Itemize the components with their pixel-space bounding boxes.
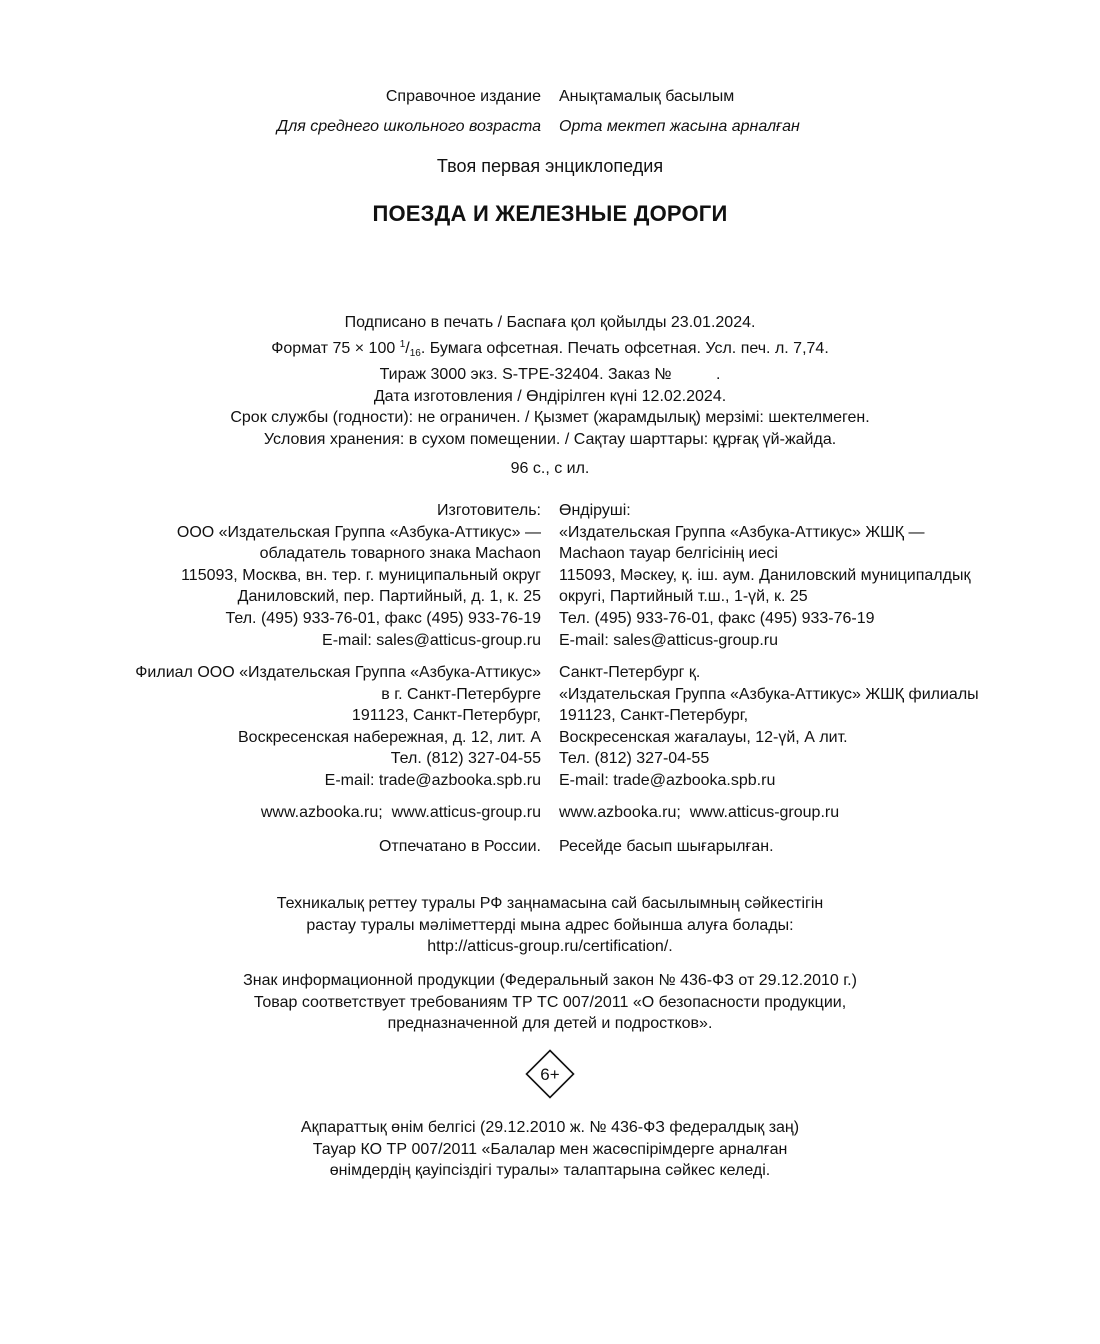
- edition-type-kz: Анықтамалық басылым: [559, 88, 735, 105]
- websites-kz: www.azbooka.ru; www.atticus-group.ru: [559, 804, 840, 821]
- info-sign-kz-line: Ақпараттық өнім белгісі (29.12.2010 ж. № 436-ФЗ федералдық заң): [300, 1119, 800, 1136]
- certification-kz-line: Техникалық реттеу туралы РФ заңнамасына сай басылымның сәйкестігін: [276, 895, 824, 912]
- manufacturer-ru: [177, 500, 541, 651]
- websites-ru: www.azbooka.ru; www.atticus-group.ru: [260, 804, 541, 821]
- certification-kz-line: растау туралы мәліметтерді мына адрес бойынша алуға болады:: [306, 916, 794, 934]
- audience-ru: Для среднего школьного возраста: [276, 118, 541, 135]
- imprint-format: Формат 75 × 100 $^1/_{16}$. Бумага офсетная. Печать офсетная. Усл. печ. л. 7,74.: [271, 338, 829, 359]
- branch-kz-line: Тел. (812) 327-04-55: [559, 750, 710, 768]
- info-sign-ru-line: Знак информационной продукции (Федеральный закон № 436-ФЗ от 29.12.2010 г.): [243, 972, 857, 989]
- manufacturer-ru-line: Даниловский, пер. Партийный, д. 1, к. 25: [237, 588, 541, 606]
- manufacturer-ru-line: ООО «Издательская Группа «Азбука-Аттикус» —: [176, 523, 541, 541]
- imprint-made: Дата изготовления / Өндірілген күні 12.02.2024.: [373, 387, 727, 405]
- imprint-storage: Условия хранения: в сухом помещении. / Сақтау шарттары: құрғақ үй-жайда.: [263, 430, 837, 448]
- branch-ru-line: E-mail: trade@azbooka.spb.ru: [324, 771, 541, 789]
- age-rating-label: 6+: [540, 1065, 560, 1084]
- imprint-run: Тираж 3000 экз. S-TPE-32404. Заказ № .: [379, 366, 721, 383]
- printed-kz: Ресейде басып шығарылған.: [559, 838, 774, 855]
- branch-kz: [559, 662, 979, 792]
- manufacturer-kz: [559, 500, 970, 651]
- manufacturer-ru-line: обладатель товарного знака Machaon: [259, 545, 541, 563]
- branch-ru-line: в г. Санкт-Петербурге: [381, 685, 541, 703]
- manufacturer-kz-line: Machaon тауар белгісінің иесі: [559, 545, 778, 563]
- age-rating-badge: [525, 1049, 575, 1099]
- certification-kz-line: http://atticus-group.ru/certification/.: [427, 938, 673, 956]
- manufacturer-kz-line: Тел. (495) 933-76-01, факс (495) 933-76-19: [559, 609, 875, 627]
- manufacturer-ru-line: Тел. (495) 933-76-01, факс (495) 933-76-19: [225, 609, 541, 627]
- page-count: 96 с., с ил.: [510, 460, 590, 477]
- series-name: Твоя первая энциклопедия: [436, 156, 664, 176]
- manufacturer-kz-line: E-mail: sales@atticus-group.ru: [559, 631, 778, 649]
- info-sign-kz: [0, 1117, 1100, 1182]
- manufacturer-ru-line: E-mail: sales@atticus-group.ru: [322, 631, 541, 649]
- audience-kz: Орта мектеп жасына арналған: [559, 118, 800, 135]
- manufacturer-kz-line: Өндіруші:: [559, 502, 631, 519]
- branch-ru-line: 191123, Санкт-Петербург,: [351, 707, 541, 725]
- manufacturer-kz-line: 115093, Мәскеу, қ. іш. аум. Даниловский муниципалдық: [559, 566, 971, 584]
- certification-kz: [0, 893, 1100, 958]
- branch-kz-line: Воскресенская жағалауы, 12-үй, А лит.: [559, 728, 848, 746]
- info-sign-ru: [0, 970, 1100, 1035]
- info-sign-ru-line: Товар соответствует требованиям ТР ТС 007/2011 «О безопасности продукции,: [253, 993, 847, 1011]
- manufacturer-ru-line: Изготовитель:: [437, 502, 541, 519]
- imprint-signed: Подписано в печать / Баспаға қол қойылды 23.01.2024.: [344, 314, 756, 331]
- branch-ru: [135, 662, 541, 792]
- book-title: ПОЕЗДА И ЖЕЛЕЗНЫЕ ДОРОГИ: [372, 201, 728, 226]
- branch-kz-line: 191123, Санкт-Петербург,: [559, 707, 749, 725]
- info-sign-kz-line: Тауар КО ТР 007/2011 «Балалар мен жасөспірімдерге арналған: [312, 1140, 788, 1158]
- branch-ru-line: Воскресенская набережная, д. 12, лит. А: [238, 728, 541, 746]
- branch-kz-line: Санкт-Петербург қ.: [559, 664, 701, 681]
- imprint-block: [0, 312, 1100, 450]
- branch-kz-line: E-mail: trade@azbooka.spb.ru: [559, 771, 776, 789]
- imprint-shelf-life: Срок службы (годности): не ограничен. / Қызмет (жарамдылық) мерзімі: шектелмеген.: [230, 409, 870, 426]
- edition-type-ru: Справочное издание: [385, 88, 541, 105]
- printed-ru: Отпечатано в России.: [378, 838, 541, 855]
- manufacturer-kz-line: округі, Партийный т.ш., 1-үй, к. 25: [559, 588, 808, 606]
- branch-ru-line: Тел. (812) 327-04-55: [390, 750, 541, 768]
- manufacturer-kz-line: «Издательская Группа «Азбука-Аттикус» ЖШҚ —: [559, 523, 925, 541]
- info-sign-kz-line: өнімдердің қауіпсіздігі туралы» талаптарына сәйкес келеді.: [329, 1162, 771, 1180]
- manufacturer-ru-line: 115093, Москва, вн. тер. г. муниципальный округ: [181, 566, 541, 584]
- info-sign-ru-line: предназначенной для детей и подростков».: [387, 1015, 713, 1033]
- branch-ru-line: Филиал ООО «Издательская Группа «Азбука-Аттикус»: [135, 664, 541, 681]
- branch-kz-line: «Издательская Группа «Азбука-Аттикус» ЖШҚ филиалы: [559, 685, 979, 703]
